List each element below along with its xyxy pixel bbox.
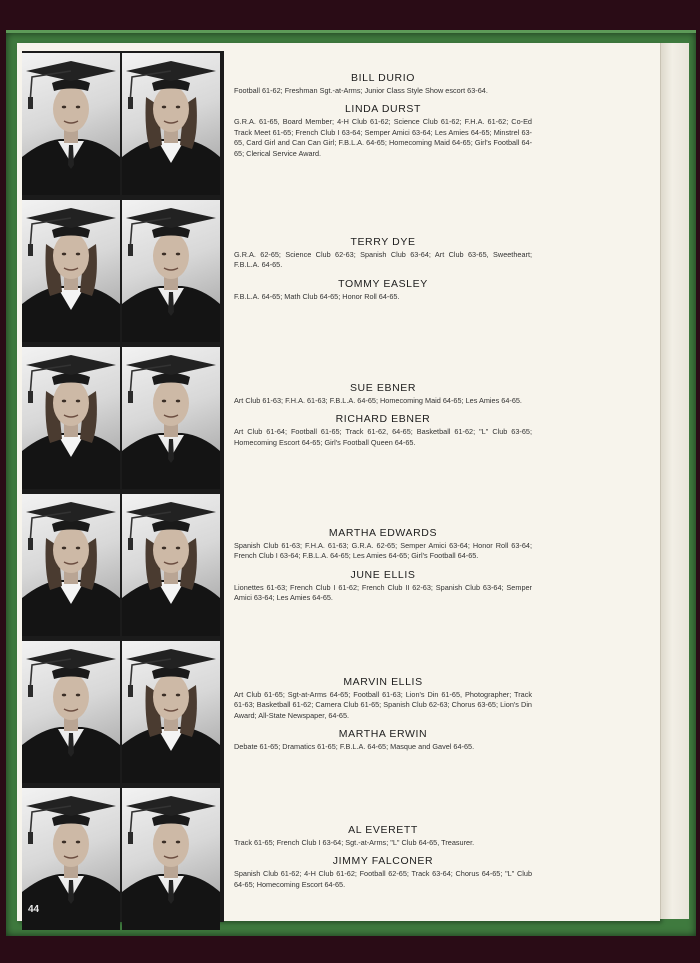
student-name: MARTHA EDWARDS — [328, 527, 438, 539]
portrait-row — [22, 492, 224, 638]
student-activities: Art Club 61-65; Sgt-at-Arms 64-65; Football 61-63; Lion's Din 61-65, Photographer; Track 61-63; Basketball 61-62; Camera Club 61-65; Spanish Club 62-63; Chorus 63-65; Lion's Din Award; All-State Newspaper, 64-65. — [234, 690, 532, 720]
student-activities: G.R.A. 62-65; Science Club 62-63; Spanish Club 63-64; Art Club 63-65, Sweetheart; F.B.L.A. 64-65. — [234, 250, 532, 270]
student-activities: Football 61-62; Freshman Sgt.-at-Arms; Junior Class Style Show escort 63-64. — [234, 86, 488, 95]
portrait-silhouette — [22, 494, 120, 636]
student-entry — [234, 236, 532, 309]
student-name: BILL DURIO — [351, 72, 415, 84]
student-activities: Art Club 61-63; F.H.A. 61-63; F.B.L.A. 64-65; Homecoming Maid 64-65; Les Amies 64-65. — [234, 396, 522, 405]
student-entry — [234, 72, 532, 166]
student-name: JIMMY FALCONER — [332, 855, 434, 868]
student-activities: Art Club 61-64; Football 61-65; Track 61-62, 64-65; Basketball 61-62; "L" Club 63-65; Homecoming Escort 64-65; Girl's Football Queen 64-65. — [234, 427, 532, 447]
student-name: LINDA DURST — [344, 103, 422, 116]
portrait-terry-dye — [22, 200, 120, 342]
portrait-silhouette — [122, 347, 220, 489]
portrait-jimmy-falconer — [122, 788, 220, 930]
portrait-row — [22, 345, 224, 491]
portrait-silhouette — [22, 53, 120, 195]
student-activities: Debate 61-65; Dramatics 61-65; F.B.L.A. 64-65; Masque and Gavel 64-65. — [234, 742, 475, 752]
portrait-silhouette — [22, 200, 120, 342]
student-activities: Track 61-65; French Club I 63-64; Sgt.-at-Arms; "L" Club 64-65, Treasurer. — [234, 838, 475, 847]
page-number: 44 — [28, 904, 40, 915]
portrait-silhouette — [22, 347, 120, 489]
portrait-silhouette — [122, 200, 220, 342]
portrait-silhouette — [122, 788, 220, 930]
portrait-silhouette — [122, 494, 220, 636]
portrait-tommy-easley — [122, 200, 220, 342]
student-name: TOMMY EASLEY — [338, 277, 428, 290]
portrait-row — [22, 786, 224, 932]
portrait-silhouette — [122, 641, 220, 783]
portrait-column — [22, 51, 224, 922]
portrait-martha-erwin — [122, 641, 220, 783]
portrait-marvin-ellis — [22, 641, 120, 783]
portrait-june-ellis — [122, 494, 220, 636]
facing-page-edge — [660, 43, 689, 919]
student-entry — [234, 824, 532, 897]
portrait-bill-durio — [22, 53, 120, 195]
portrait-row — [22, 639, 224, 785]
portrait-martha-edwards — [22, 494, 120, 636]
portrait-richard-ebner — [122, 347, 220, 489]
student-name: JUNE ELLIS — [350, 568, 416, 581]
student-activities: F.B.L.A. 64-65; Math Club 64-65; Honor Roll 64-65. — [234, 291, 400, 301]
portrait-sue-ebner — [22, 347, 120, 489]
student-activities: Spanish Club 61-62; 4-H Club 61-62; Football 62-65; Track 63-64; Chorus 64-65; "L" Club 64-65; Homecoming Escort 64-65. — [234, 869, 532, 889]
portrait-row — [22, 198, 224, 344]
student-name: RICHARD EBNER — [335, 413, 431, 426]
student-activities: G.R.A. 61-65, Board Member; 4-H Club 61-62; Science Club 61-62; F.H.A. 61-62; Co-Ed Track Meet 61-65; French Club I 63-64; Semper Amici 63-64; Les Amies 64-65; Minstrel 63-65, Card Girl and Can Can Girl; F.B.L.A. 64-65; Homecoming Maid 64-65; Girl's Football 64-65; Clerical Service Award. — [234, 117, 532, 158]
student-name: TERRY DYE — [350, 236, 416, 248]
portrait-linda-durst — [122, 53, 220, 195]
portrait-silhouette — [122, 53, 220, 195]
student-name: SUE EBNER — [349, 382, 417, 394]
student-activities: Lionettes 61-63; French Club I 61-62; French Club II 62-63; Spanish Club 63-64; Semper Amici 63-64; Les Amies 64-65. — [234, 582, 532, 603]
student-entry — [234, 382, 532, 455]
portrait-row — [22, 51, 224, 197]
student-name: MARTHA ERWIN — [338, 728, 428, 741]
student-activities: Spanish Club 61-63; F.H.A. 61-63; G.R.A. 62-65; Semper Amici 63-64; Honor Roll 63-64; French Club I 63-64; F.B.L.A. 64-65; Les Amies 64-65; Girl's Football 64-65. — [234, 541, 532, 561]
student-name: MARVIN ELLIS — [343, 676, 423, 688]
student-entry — [234, 676, 532, 760]
student-name: AL EVERETT — [348, 824, 418, 836]
portrait-silhouette — [22, 641, 120, 783]
student-entry — [234, 527, 532, 611]
